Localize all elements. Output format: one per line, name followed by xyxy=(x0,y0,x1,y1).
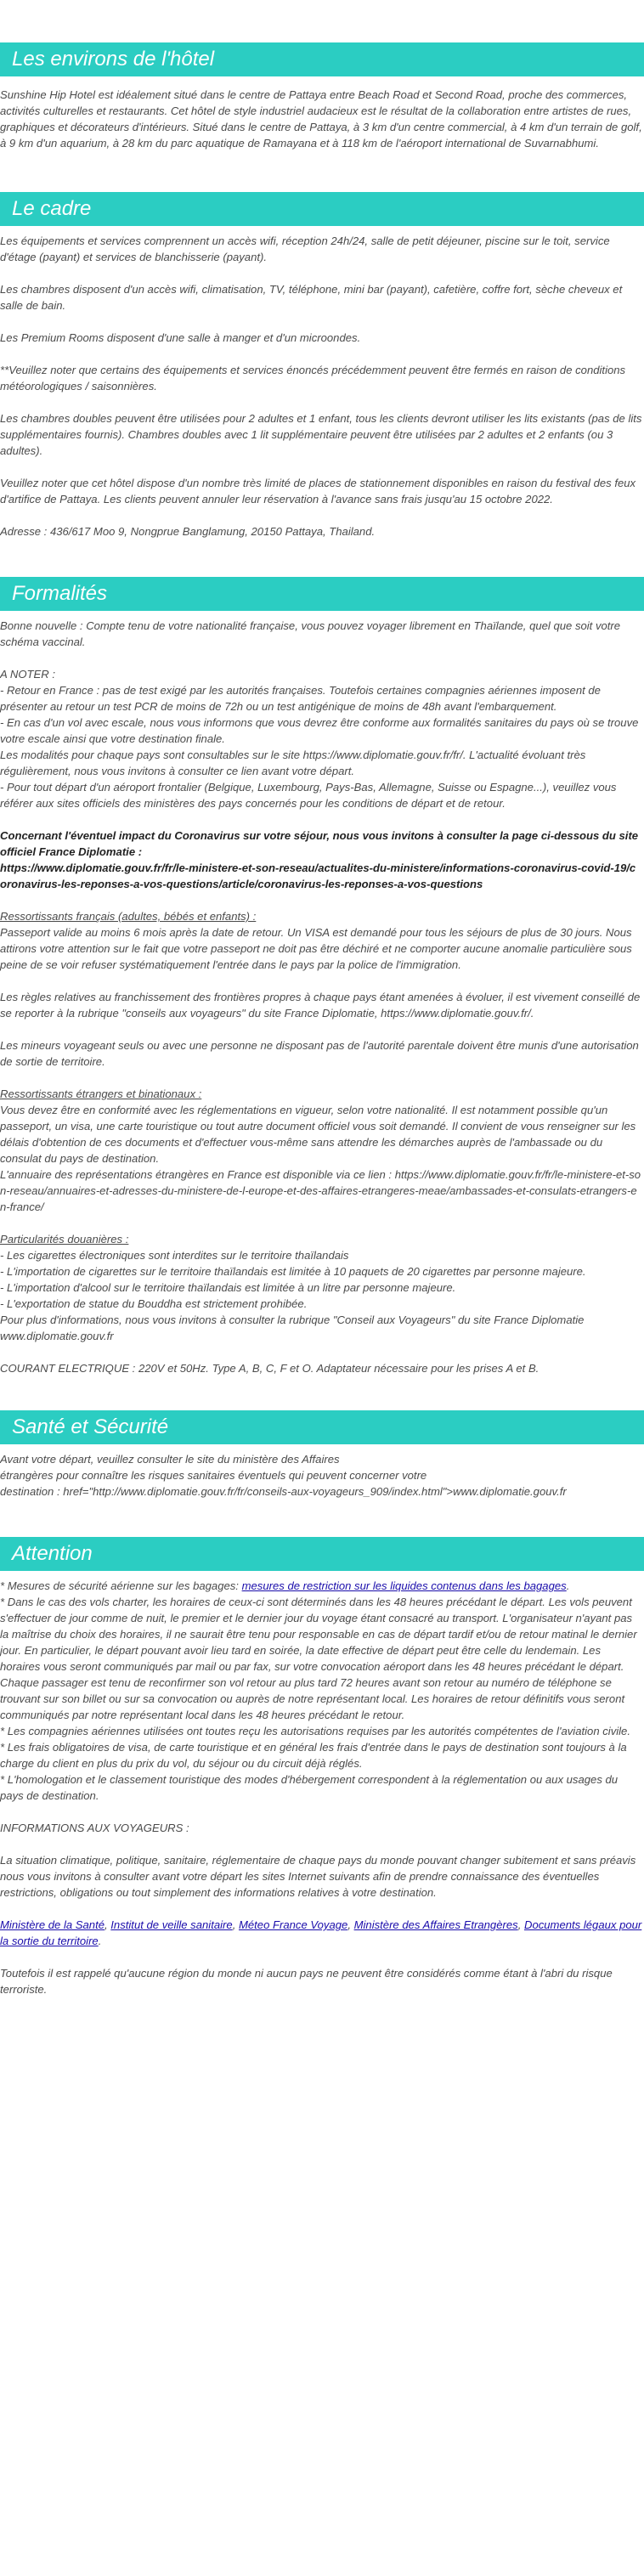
link-end: . xyxy=(98,1935,102,1947)
useful-links xyxy=(0,1917,642,1949)
link-separator: , xyxy=(105,1918,111,1931)
foreign-nationals-title: Ressortissants étrangers et binationaux : xyxy=(0,1087,202,1100)
customs-line: Pour plus d'informations, nous vous invitons à consulter la rubrique "Conseil aux Voyageurs" du site France Diplomatie www.diplomatie.gouv.fr xyxy=(0,1313,585,1342)
link-institut-veille[interactable]: Institut de veille sanitaire xyxy=(110,1918,233,1931)
cadre-text: Les équipements et services comprennent un accès wifi, réception 24h/24, salle de petit déjeuner, piscine sur le toit, service d'étage (payant) et services de blanchisserie (payant). xyxy=(0,234,610,263)
security-measures xyxy=(0,1578,642,1594)
covid-link[interactable]: https://www.diplomatie.gouv.fr/fr/le-ministere-et-son-reseau/actualites-du-ministere/informations-coronavirus-covid-19/coronavirus-les-reponses-a-vos-questions/article/coronavirus-les-reponses-a-vos-questions xyxy=(0,861,636,890)
info-text: La situation climatique, politique, sanitaire, réglementaire de chaque pays du monde pouvant changer subitement et sans préavis nous vous invitons à consulter avant votre départ les sites Internet suivants afin de prendre connaissance des éventuelles restrictions, obligations ou tout simplement des informations relatives à votre destination. xyxy=(0,1854,636,1899)
cadre-text: **Veuillez noter que certains des équipements et services énoncés précédemment peuvent être fermés en raison de conditions météorologiques / saisonnières. xyxy=(0,364,626,393)
section-formalites xyxy=(0,577,644,1376)
minors-text: Les mineurs voyageant seuls ou avec une personne ne disposant pas de l'autorité parentale doivent être munis d'une autorisation de sortie de territoire. xyxy=(0,1039,639,1068)
link-ministere-sante[interactable]: Ministère de la Santé xyxy=(0,1918,105,1931)
section-cadre xyxy=(0,192,644,539)
security-suffix: . xyxy=(566,1579,570,1592)
border-rules-text: Les règles relatives au franchissement des frontières propres à chaque pays étant amenées à évoluer, il est vivement conseillé de se reporter à la rubrique "conseils aux voyageurs" du site France Diplomatie, https://www.diplomatie.gouv.fr/. xyxy=(0,991,641,1020)
cadre-text: Les chambres doubles peuvent être utilisées pour 2 adultes et 1 enfant, tous les clients devront utiliser les lits existants (pas de lits supplémentaires fournis). Chambres doubles avec 1 lit supplémentaire peuvent être utilisées par 2 adultes et 2 enfants (ou 3 adultes). xyxy=(0,412,642,457)
cadre-text: Les Premium Rooms disposent d'une salle à manger et d'un microondes. xyxy=(0,331,361,344)
section-title-sante: Santé et Sécurité xyxy=(0,1410,644,1444)
customs-line: - L'exportation de statue du Bouddha est strictement prohibée. xyxy=(0,1297,308,1310)
environs-text: Sunshine Hip Hotel est idéalement situé dans le centre de Pattaya entre Beach Road et Second Road, proche des commerces, activités culturelles et restaurants. Cet hôtel de style industriel audacieux est le résultat de la collaboration entre artistes de rues, graphiques et décorateurs d'intérieurs. Situé dans le centre de Pattaya, à 3 km d'un centre commercial, à 4 km d'un terrain de golf, à 9 km d'un aquarium, à 28 km du parc aquatique de Ramayana et à 118 km de l'aéroport international de Suvarnabhumi. xyxy=(0,88,642,150)
electric-info: COURANT ELECTRIQUE : 220V et 50Hz. Type A, B, C, F et O. Adaptateur nécessaire pour les prises A et B. xyxy=(0,1362,539,1375)
link-meteo-france[interactable]: Méteo France Voyage xyxy=(238,1918,348,1931)
sante-line: Avant votre départ, veuillez consulter le site du ministère des Affaires xyxy=(0,1453,340,1466)
customs-line: - Les cigarettes électroniques sont interdites sur le territoire thaïlandais xyxy=(0,1249,349,1262)
cadre-text: Veuillez noter que cet hôtel dispose d'un nombre très limité de places de stationnement disponibles en raison du festival des feux d'artifice de Pattaya. Les clients peuvent annuler leur réservation à l'avance sans frais jusqu'au 15 octobre 2022. xyxy=(0,477,636,506)
section-attention xyxy=(0,1537,644,1997)
sante-line: destination : href="http://www.diplomatie.gouv.fr/fr/conseils-aux-voyageurs_909/index.html">www.diplomatie.gouv.fr xyxy=(0,1485,567,1498)
link-affaires-etrangeres[interactable]: Ministère des Affaires Etrangères xyxy=(353,1918,518,1931)
customs-title: Particularités douanières : xyxy=(0,1233,129,1246)
foreign-directory-text: L'annuaire des représentations étrangères en France est disponible via ce lien : https://www.diplomatie.gouv.fr/fr/le-ministere-et-son-reseau/annuaires-et-adresses-du-ministere-de-l-europe-et-des-affaires-etrangeres-meae/ambassades-et-consulats-etrangers-en-france/ xyxy=(0,1168,641,1213)
section-environs xyxy=(0,42,644,151)
note-title: A NOTER : xyxy=(0,668,55,681)
schedule-text: * Dans le cas des vols charter, les horaires de ceux-ci sont déterminés dans les 48 heures précédant le départ. Les vols peuvent s'effectuer de jour comme de nuit, le premier et le dernier jour du voyage étant consacré au transport. L'organisateur n'ayant pas la maîtrise du choix des horaires, il ne saurait être tenu pour responsable en cas de départ tardif et/ou de retour matinal le dernier jour. En particulier, le départ pouvant avoir lieu tard en soirée, la date effective de départ peut être celle du lendemain. Les horaires vous seront communiqués par mail ou par fax, sur votre convocation aéroport dans les 48 heures précédant le départ. Chaque passager est tenu de reconfirmer son vol retour au plus tard 72 heures avant son retour au numéro de téléphone se trouvant sur son billet ou sur sa convocation ou auprès de notre représentant local. Les horaires de retour définitifs vous seront communiqués par notre représentant local dans les 48 heures précédant le retour. xyxy=(0,1596,637,1721)
section-title-formalites: Formalités xyxy=(0,577,644,611)
airlines-text: * Les compagnies aériennes utilisées ont toutes reçu les autorisations requises par les autorités compétentes de l'aviation civile. xyxy=(0,1725,630,1737)
link-separator: , xyxy=(347,1918,354,1931)
fees-text: * Les frais obligatoires de visa, de carte touristique et en général les frais d'entrée dans le pays de destination sont toujours à la charge du client en plus du prix du vol, du séjour ou du circuit déjà réglés. xyxy=(0,1741,627,1770)
section-sante xyxy=(0,1410,644,1500)
section-title-cadre: Le cadre xyxy=(0,192,644,226)
link-separator: , xyxy=(232,1918,239,1931)
foreign-nationals-text: Vous devez être en conformité avec les réglementations en vigueur, selon votre nationalité. Il est notamment possible qu'un passeport, un visa, une carte touristique ou tout autre document officiel vous soit demandé. Il convient de vous renseigner sur les délais d'obtention de ces documents et d'effectuer vous-même sans attendre les démarches auprès de l'ambassade ou du consulat du pays de destination. xyxy=(0,1104,636,1165)
note-line: Les modalités pour chaque pays sont consultables sur le site https://www.diplomatie.gouv.fr/fr/. L'actualité évoluant très régulièrement, nous vous invitons à consulter ce lien avant votre départ. xyxy=(0,749,586,777)
cadre-text: Les chambres disposent d'un accès wifi, climatisation, TV, téléphone, mini bar (payant), cafetière, coffre fort, sèche cheveux et salle de bain. xyxy=(0,283,623,312)
customs-line: - L'importation d'alcool sur le territoire thaïlandais est limitée à un litre par personne majeure. xyxy=(0,1281,456,1294)
link-documents-legaux[interactable]: Documents légaux pour la sortie du territoire xyxy=(0,1918,642,1947)
info-title: INFORMATIONS AUX VOYAGEURS : xyxy=(0,1822,189,1834)
security-prefix: * Mesures de sécurité aérienne sur les bagages: xyxy=(0,1579,242,1592)
cadre-address: Adresse : 436/617 Moo 9, Nongprue Banglamung, 20150 Pattaya, Thailand. xyxy=(0,525,376,538)
french-nationals-text: Passeport valide au moins 6 mois après la date de retour. Un VISA est demandé pour tous les séjours de plus de 30 jours. Nous attirons votre attention sur le fait que votre passeport ne doit pas être déchiré et ne comporter aucune anomalie particulière sous peine de se voir refuser systématiquement l'entrée dans le pays par la police de l'immigration. xyxy=(0,926,632,971)
sante-line: étrangères pour connaître les risques sanitaires éventuels qui peuvent concerner votre xyxy=(0,1469,427,1482)
french-nationals-title: Ressortissants français (adultes, bébés et enfants) : xyxy=(0,910,257,923)
customs-line: - L'importation de cigarettes sur le territoire thaïlandais est limitée à 10 paquets de 20 cigarettes par personne majeure. xyxy=(0,1265,586,1278)
formalites-intro: Bonne nouvelle : Compte tenu de votre nationalité française, vous pouvez voyager librement en Thaïlande, quel que soit votre schéma vaccinal. xyxy=(0,619,621,648)
link-separator: , xyxy=(517,1918,524,1931)
final-text: Toutefois il est rappelé qu'aucune région du monde ni aucun pays ne peuvent être considérés comme étant à l'abri du risque terroriste. xyxy=(0,1967,613,1996)
homologation-text: * L'homologation et le classement touristique des modes d'hébergement correspondent à la réglementation ou aux usages du pays de destination. xyxy=(0,1773,619,1802)
note-line: - Pour tout départ d'un aéroport frontalier (Belgique, Luxembourg, Pays-Bas, Allemagne, Suisse ou Espagne...), veuillez vous référer aux sites officiels des ministères des pays concernés pour les conditions de départ et de retour. xyxy=(0,781,617,810)
section-title-attention: Attention xyxy=(0,1537,644,1571)
note-line: - Retour en France : pas de test exigé par les autorités françaises. Toutefois certaines compagnies aériennes imposent de présenter au retour un test PCR de moins de 72h ou un test antigénique de moins de 48h avant l'embarquement. xyxy=(0,684,601,713)
covid-notice: Concernant l'éventuel impact du Coronavirus sur votre séjour, nous vous invitons à consulter la page ci-dessous du site officiel France Diplomatie : xyxy=(0,829,639,858)
note-line: - En cas d'un vol avec escale, nous vous informons que vous devrez être conforme aux formalités sanitaires du pays où se trouve votre escale ainsi que votre destination finale. xyxy=(0,716,639,745)
liquids-restriction-link[interactable]: mesures de restriction sur les liquides contenus dans les bagages xyxy=(241,1579,567,1592)
section-title-environs: Les environs de l'hôtel xyxy=(0,42,644,76)
